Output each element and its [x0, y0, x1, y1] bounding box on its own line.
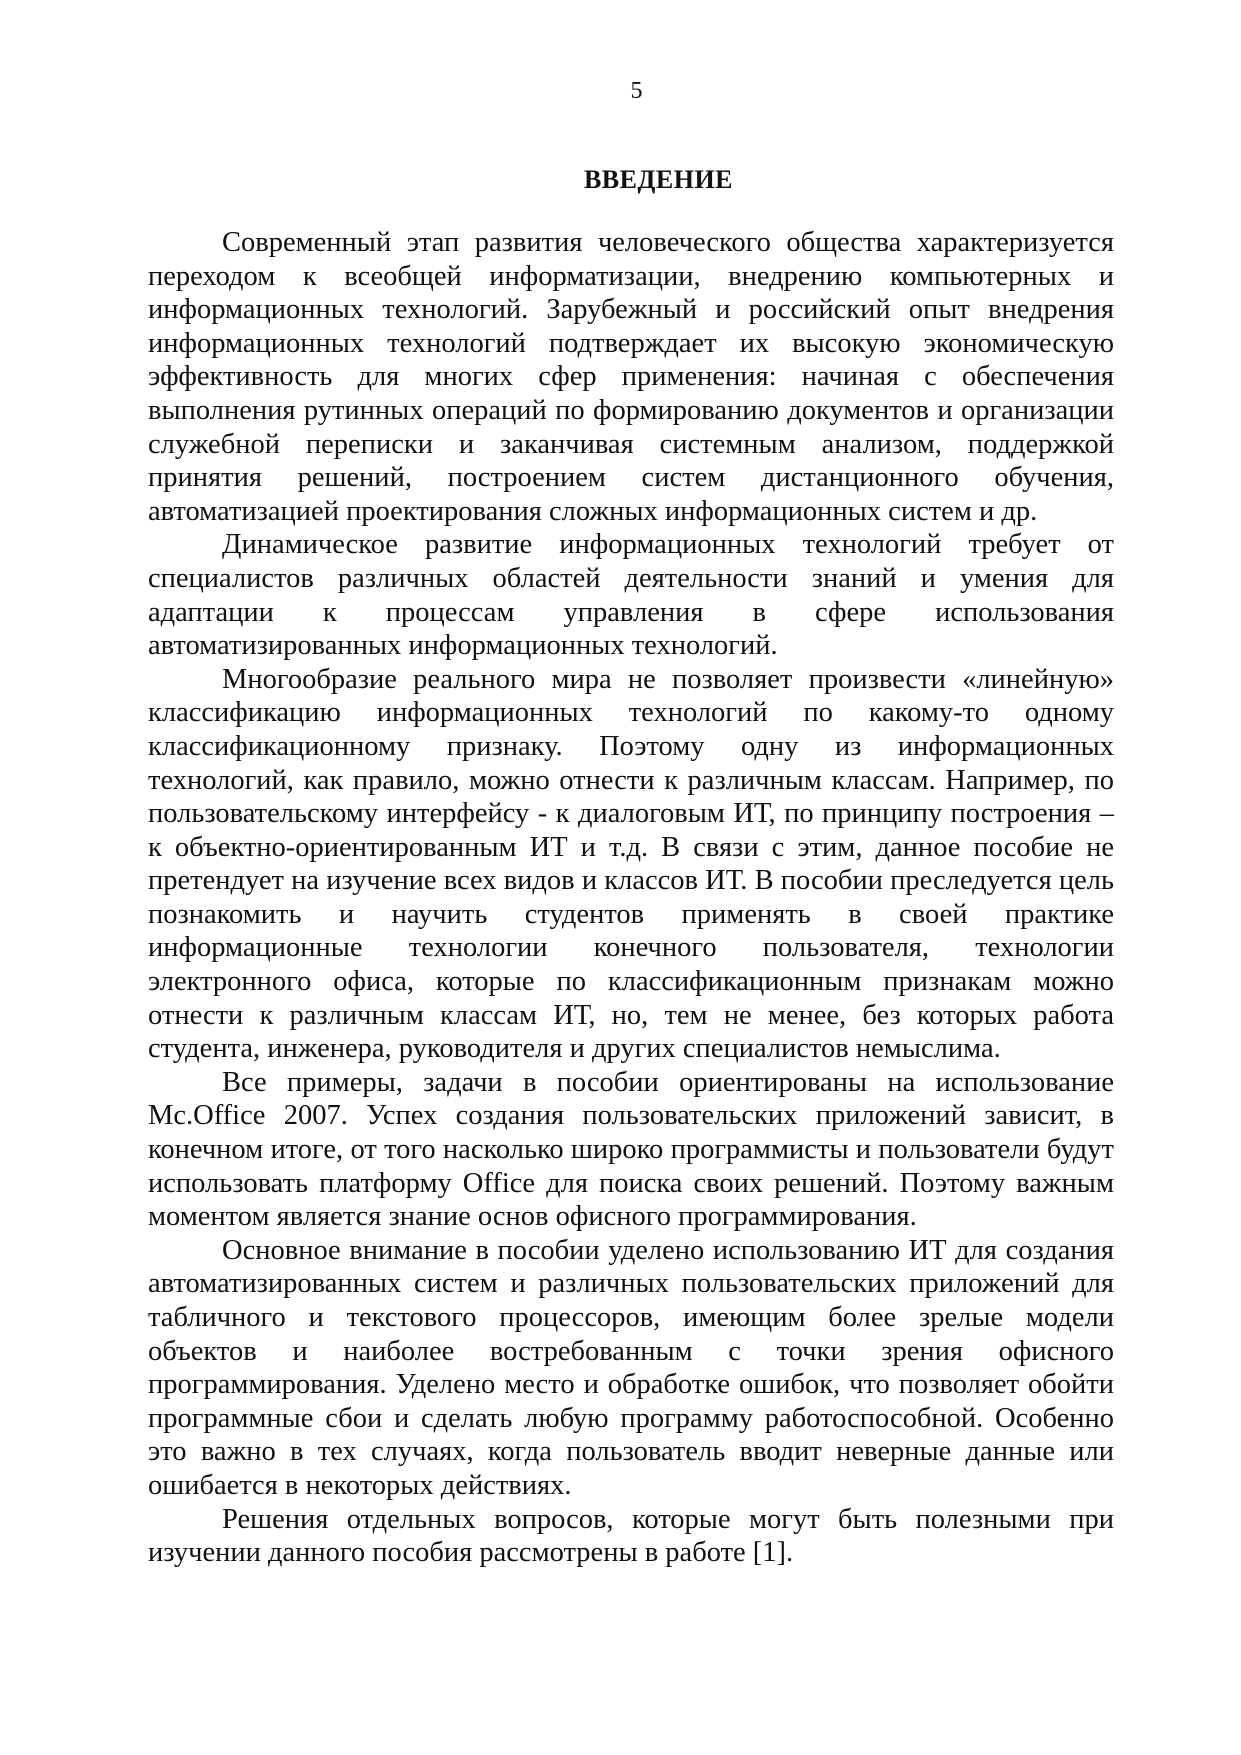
section-heading: ВВЕДЕНИЕ — [583, 165, 734, 194]
paragraph: Все примеры, задачи в пособии ориентированы на использование Mc.Office 2007. Успех создания пользовательских приложений зависит, в конечном итоге, от того насколько широко программисты и пользователи будут использовать платформу Office для поиска своих решений. Поэтому важным моментом является знание основ офисного программирования. — [148, 1066, 1114, 1233]
paragraph: Основное внимание в пособии уделено использованию ИТ для создания автоматизированных систем и различных пользовательских приложений для табличного и текстового процессоров, имеющим более зрелые модели объектов и наиболее востребованным с точки зрения офисного программирования. Уделено место и обработке ошибок, что позволяет обойти программные сбои и сделать любую программу работоспособной. Особенно это важно в тех случаях, когда пользователь вводит неверные данные или ошибается в некоторых действиях. — [148, 1234, 1114, 1501]
paragraph: Многообразие реального мира не позволяет произвести «линейную» классификацию информационных технологий по какому-то одному классификационному признаку. Поэтому одну из информационных технологий, как правило, можно отнести к различным классам. Например, по пользовательскому интерфейсу - к диалоговым ИТ, по принципу построения – к объектно-ориентированным ИТ и т.д. В связи с этим, данное пособие не претендует на изучение всех видов и классов ИТ. В пособии преследуется цель познакомить и научить студентов применять в своей практике информационные технологии конечного пользователя, технологии электронного офиса, которые по классификационным признакам можно отнести к различным классам ИТ, но, тем не менее, без которых работа студента, инженера, руководителя и других специалистов немыслима. — [148, 663, 1114, 1065]
paragraph: Решения отдельных вопросов, которые могут быть полезными при изучении данного пособия рассмотрены в работе [1]. — [148, 1503, 1114, 1569]
body-text — [148, 226, 1114, 1570]
paragraph: Современный этап развития человеческого общества характеризуется переходом к всеобщей информатизации, внедрению компьютерных и информационных технологий. Зарубежный и российский опыт внедрения информационных технологий подтверждает их высокую экономическую эффективность для многих сфер применения: начиная с обеспечения выполнения рутинных операций по формированию документов и организации служебной переписки и заканчивая системным анализом, поддержкой принятия решений, построением систем дистанционного обучения, автоматизацией проектирования сложных информационных систем и др. — [148, 227, 1114, 527]
paragraph: Динамическое развитие информационных технологий требует от специалистов различных областей деятельности знаний и умения для адаптации к процессам управления в сфере использования автоматизированных информационных технологий. — [148, 529, 1114, 662]
page-number: 5 — [630, 78, 643, 104]
